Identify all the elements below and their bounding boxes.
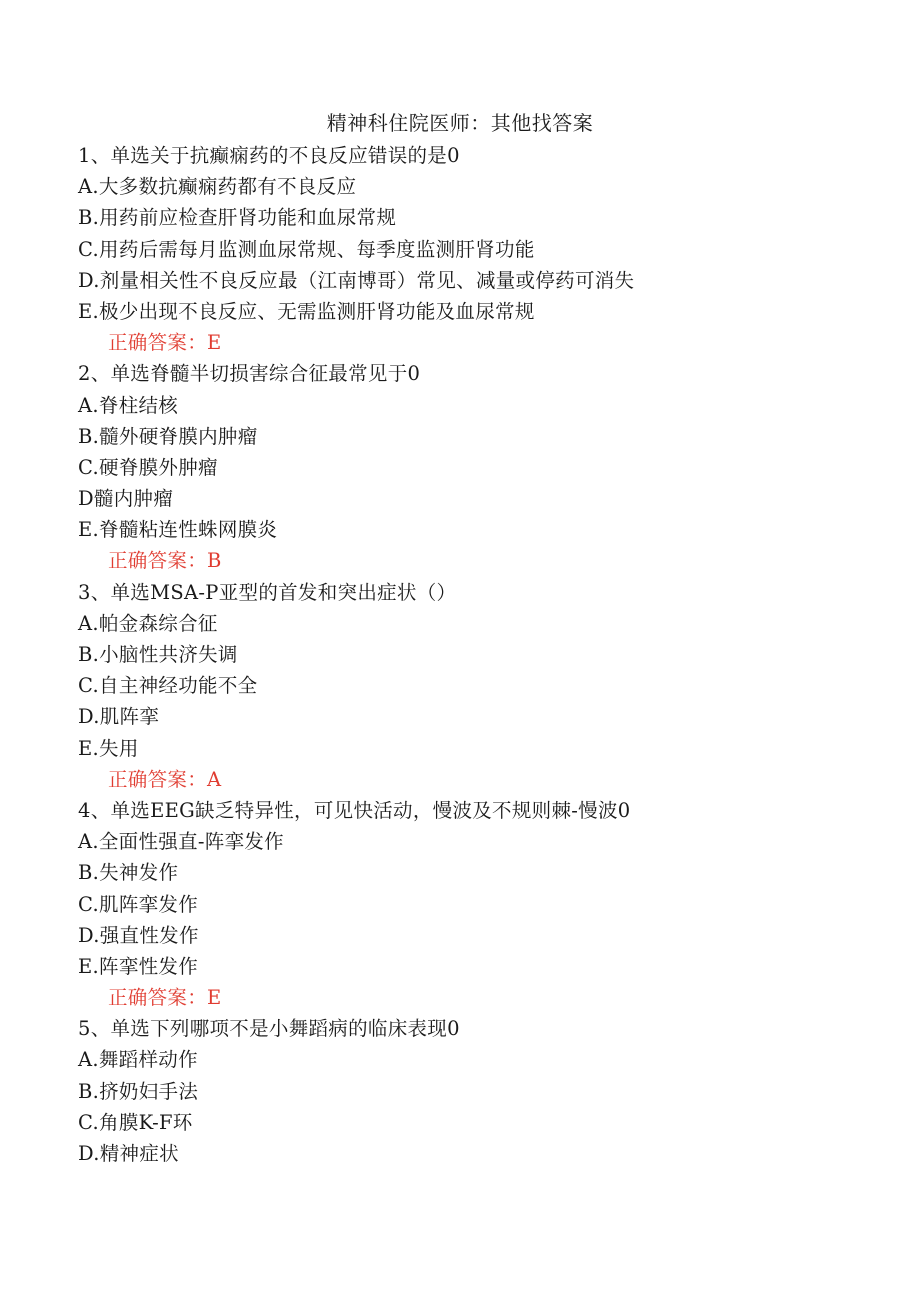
option-item: A.舞蹈样动作	[78, 1048, 198, 1072]
option-item: C.自主神经功能不全	[78, 674, 258, 698]
option-item: B.髓外硬脊膜内肿瘤	[78, 424, 258, 448]
option-item: B.挤奶妇手法	[78, 1079, 199, 1103]
option-item: E.失用	[78, 736, 139, 760]
option-item: C.用药后需每月监测血尿常规、每季度监测肝肾功能	[78, 237, 535, 261]
answer-value: A	[207, 767, 222, 791]
option-item: D.肌阵挛	[78, 705, 160, 729]
answer-label: 正确答案：	[108, 767, 208, 791]
option-item: A.大多数抗癫痫药都有不良反应	[78, 175, 357, 199]
correct-answer	[78, 982, 878, 1013]
option-item: B.小脑性共济失调	[78, 643, 238, 666]
option-item: C.肌阵挛发作	[78, 892, 199, 916]
correct-answer	[78, 545, 878, 576]
option-item: A.脊柱结核	[78, 393, 179, 417]
question-list	[78, 140, 878, 1169]
option-item: C.角膜K-F环	[78, 1110, 193, 1134]
option-item: A.帕金森综合征	[78, 611, 218, 635]
document-title: 精神科住院医师：其他找答案	[326, 111, 594, 135]
question-stem: 3、单选MSA-P亚型的首发和突出症状（）	[78, 580, 457, 604]
question-stem: 4、单选EEG缺乏特异性，可见快活动，慢波及不规则棘-慢波0	[78, 798, 631, 822]
question-stem: 5、单选下列哪项不是小舞蹈病的临床表现0	[78, 1017, 460, 1041]
answer-label: 正确答案：	[108, 549, 208, 573]
option-item: C.硬脊膜外肿瘤	[78, 455, 218, 479]
correct-answer	[78, 327, 878, 358]
answer-value: E	[207, 986, 222, 1010]
option-item: D.强直性发作	[78, 923, 199, 947]
answer-label: 正确答案：	[108, 331, 208, 355]
correct-answer	[78, 764, 878, 795]
option-item: D.精神症状	[78, 1142, 179, 1165]
option-item: B.失神发作	[78, 861, 179, 885]
option-item: E.阵挛性发作	[78, 954, 199, 978]
option-item: D.剂量相关性不良反应最（江南博哥）常见、减量或停药可消失	[78, 268, 635, 292]
answer-value: E	[207, 331, 222, 355]
question-stem: 1、单选关于抗癫痫药的不良反应错误的是0	[78, 144, 460, 167]
answer-value: B	[207, 549, 222, 573]
option-item: D髓内肿瘤	[78, 487, 174, 511]
option-item: A.全面性强直-阵挛发作	[78, 830, 284, 854]
option-item: E.极少出现不良反应、无需监测肝肾功能及血尿常规	[78, 299, 535, 323]
option-item: E.脊髓粘连性蛛网膜炎	[78, 518, 278, 542]
answer-label: 正确答案：	[108, 986, 208, 1010]
question-stem: 2、单选脊髓半切损害综合征最常见于0	[78, 362, 421, 386]
option-item: B.用药前应检查肝肾功能和血尿常规	[78, 206, 397, 230]
